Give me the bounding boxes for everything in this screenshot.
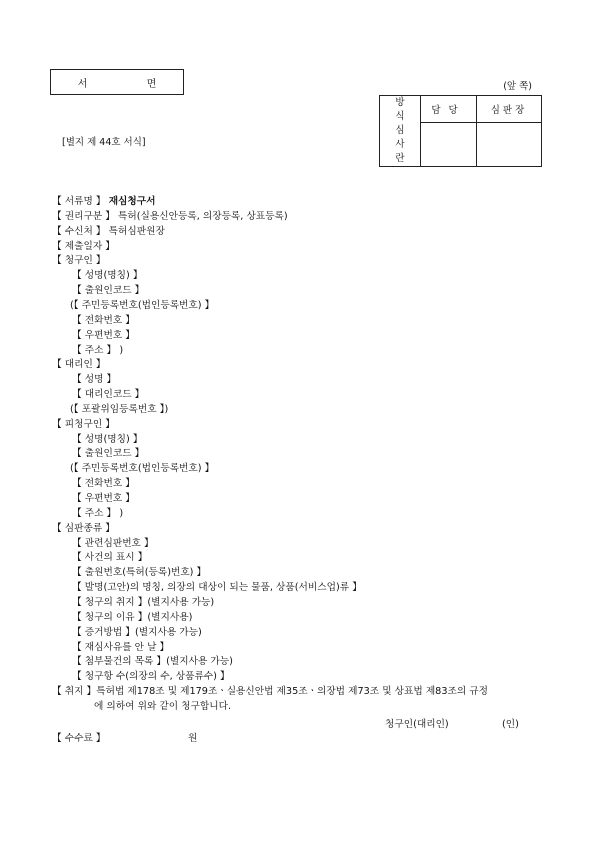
form-line — [52, 359, 106, 371]
form-line-text: 【 권리구분 】 특허(실용신안등록, 의장등록, 상표등록) — [52, 210, 288, 222]
vertical-char: 심 — [395, 125, 405, 136]
form-line-text: 【 재심사유를 안 날 】 — [72, 641, 170, 653]
form-line-text: (【 포괄위임등록번호 】) — [70, 403, 169, 415]
form-line — [72, 448, 144, 460]
form-line — [72, 627, 202, 639]
form-line — [72, 582, 362, 594]
approval-sign-staff[interactable] — [421, 123, 477, 167]
form-line — [72, 538, 154, 550]
form-line — [52, 419, 115, 431]
form-line — [72, 508, 123, 520]
form-line — [52, 211, 288, 223]
vertical-char: 사 — [395, 139, 405, 150]
form-line — [72, 270, 143, 282]
form-line-text: 【 출원번호(특허(등록)번호) 】 — [72, 567, 207, 579]
form-line-text: (【 주민등록번호(법인등록번호) 】 — [70, 463, 215, 475]
form-number: [별지 제 44호 서식] — [62, 137, 146, 148]
approval-table — [379, 95, 542, 167]
form-line-text: 【 피청구인 】 — [52, 418, 115, 430]
form-line-text: (【 주민등록번호(법인등록번호) 】 — [70, 299, 215, 311]
form-line — [72, 612, 192, 624]
form-line-text: 【 성명(명칭) 】 — [72, 433, 143, 445]
fee-unit: 원 — [188, 733, 198, 744]
form-line-text: 【 관련심판번호 】 — [72, 537, 154, 549]
form-line — [72, 315, 135, 327]
form-line — [72, 345, 123, 357]
form-line — [72, 493, 135, 505]
form-line — [70, 300, 214, 312]
page-side-label: (앞 쪽) — [503, 81, 532, 92]
form-line-text: 【 주소 】 ) — [72, 507, 124, 519]
form-line-text: 【 제출일자 】 — [52, 240, 115, 252]
approval-sign-chief[interactable] — [477, 123, 542, 167]
form-line-text: 【 청구의 취지 】(별지사용 가능) — [72, 596, 215, 608]
form-line — [52, 686, 488, 698]
form-line-text: 【 성명(명칭) 】 — [72, 270, 143, 282]
fee-label: 【 수수료 】 — [52, 733, 106, 744]
form-line — [72, 597, 214, 609]
vertical-char: 방 — [395, 97, 405, 108]
form-line — [70, 404, 168, 416]
form-line — [72, 642, 169, 654]
signature-seal: (인) — [502, 719, 519, 730]
form-line — [72, 567, 206, 579]
approval-vertical-label — [380, 96, 421, 167]
form-line — [72, 285, 144, 297]
form-line — [52, 226, 165, 238]
form-line-text: 【 출원인코드 】 — [72, 285, 145, 297]
form-line-text: 【 우편번호 】 — [72, 493, 135, 504]
form-line — [72, 434, 143, 446]
form-line-text: 에 의하여 위와 같이 청구합니다. — [94, 700, 232, 712]
form-line-text: 【 사건의 표시 】 — [72, 552, 148, 564]
form-line-text: 【 대리인 】 — [52, 359, 106, 371]
form-line-text: 【 대리인코드 】 — [72, 389, 145, 401]
form-line-text: 【 발명(고안)의 명칭, 의장의 대상이 되는 물품, 상품(서비스업)류 】 — [72, 582, 362, 594]
form-line — [72, 478, 135, 490]
form-line-text: 【 우편번호 】 — [72, 329, 135, 341]
approval-header-chief: 심판장 — [477, 96, 542, 123]
form-line — [72, 330, 135, 342]
vertical-char: 식 — [395, 111, 405, 122]
form-line-text: 【 취지 】특허법 제178조 및 제179조ㆍ실용신안법 제35조ㆍ의장법 제73조 및 상표법 제83조의 규정 — [52, 686, 489, 698]
form-line-text: 【 청구의 이유 】(별지사용) — [72, 611, 193, 623]
document-title: 재심청구서 — [108, 196, 156, 207]
approval-header-staff: 담당 — [421, 96, 477, 123]
form-line — [72, 656, 233, 668]
form-line — [72, 671, 230, 683]
form-line — [72, 389, 144, 401]
form-line-text: 【 성명 】 — [72, 374, 117, 386]
document-type-label: 서 면 — [77, 78, 185, 90]
form-line — [52, 255, 106, 267]
form-line — [52, 196, 155, 208]
form-line — [94, 701, 231, 713]
vertical-char: 란 — [395, 153, 405, 164]
form-line-text: 【 출원인코드 】 — [72, 448, 145, 460]
form-line-text: 【 전화번호 】 — [72, 478, 135, 490]
form-line-text: 【 심판종류 】 — [52, 522, 115, 534]
form-line-text: 【 서류명 】 — [52, 196, 109, 207]
form-line — [52, 523, 115, 535]
form-line-text: 【 첨부물건의 목록 】(별지사용 가능) — [72, 656, 233, 668]
form-line-text: 【 청구인 】 — [52, 255, 106, 267]
form-line-text: 【 주소 】 ) — [72, 344, 124, 356]
form-line — [70, 463, 214, 475]
signature-label: 청구인(대리인) — [385, 719, 449, 730]
form-line-text: 【 청구항 수(의장의 수, 상품류수) 】 — [72, 671, 230, 683]
document-type-box — [50, 69, 184, 95]
form-line-text: 【 수신처 】 특허심판원장 — [52, 225, 165, 237]
form-line — [72, 374, 116, 386]
form-line — [72, 552, 147, 564]
form-line-text: 【 전화번호 】 — [72, 314, 135, 326]
form-line-text: 【 증거방법 】(별지사용 가능) — [72, 626, 202, 638]
form-line — [52, 241, 115, 253]
